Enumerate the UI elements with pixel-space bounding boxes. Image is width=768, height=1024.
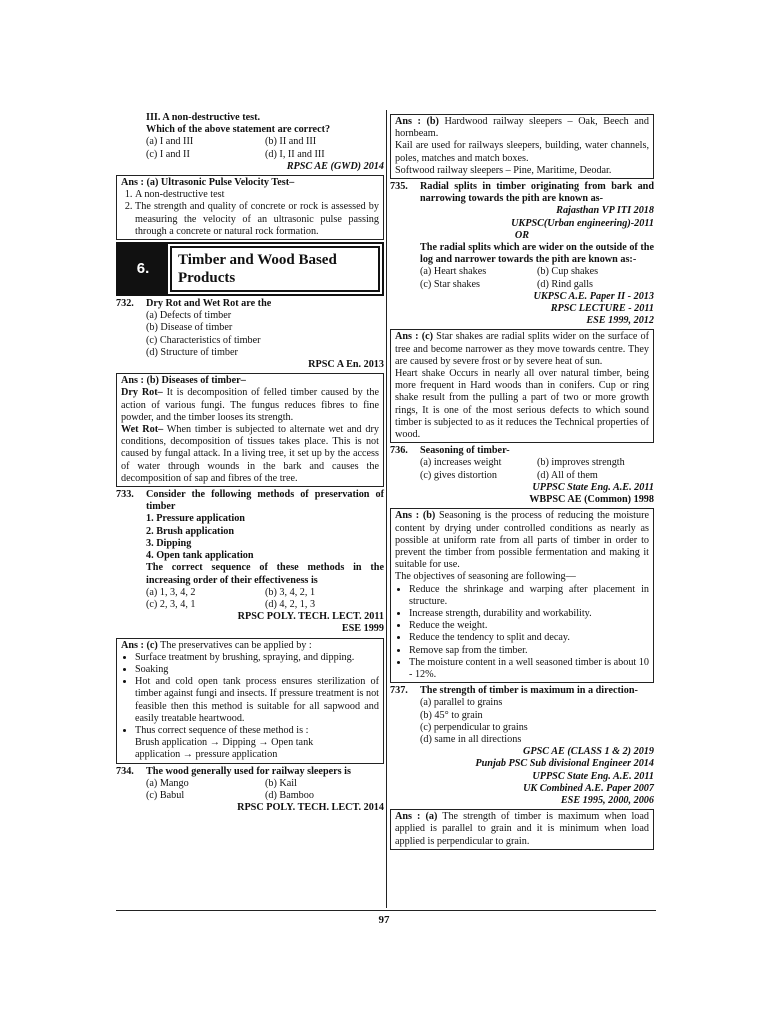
source: UKPSC A.E. Paper II - 2013 <box>533 290 654 302</box>
answer-box <box>390 329 654 443</box>
answer-paragraph: Heart shake Occurs in nearly all over natural timber, being more frequent in Hard woods than in conifers. Cup or ring shake result from the pulling a part of two or more growth rings, It is one of the most serious defects to which sound timber is subjected to as it reduces the Technical properties of wood. <box>395 368 649 441</box>
dry-rot-label: Dry Rot– <box>121 387 163 399</box>
answer-item: • Reduce the weight. <box>409 620 649 632</box>
answer-text: Hardwood railway sleepers – Oak, Beech and hornbeam. <box>395 116 649 140</box>
source: ESE 1999, 2012 <box>586 315 654 327</box>
question-number: 732. <box>116 298 134 310</box>
option-b: (b) Kail <box>265 777 297 789</box>
answer-box <box>116 373 384 487</box>
option-a: (a) I and III <box>146 136 194 148</box>
option-d: (d) 4, 2, 1, 3 <box>265 598 316 610</box>
question-735 <box>390 181 654 205</box>
answer-item: • Soaking <box>135 664 379 676</box>
method-1: 1. Pressure application <box>146 513 245 525</box>
statement-iii: III. A non-destructive test. <box>146 112 261 123</box>
question-number: 735. <box>390 181 408 193</box>
answer-head: Ans : (b) <box>395 116 439 127</box>
source: UPPSC State Eng. A.E. 2011 <box>532 770 654 782</box>
column-divider <box>386 110 387 908</box>
option-a: (a) 1, 3, 4, 2 <box>146 586 196 598</box>
option-c: (c) I and II <box>146 148 190 160</box>
question-number: 737. <box>390 685 408 697</box>
option-d: (d) All of them <box>537 469 598 481</box>
answer-item: 1. A non-destructive test <box>135 189 379 201</box>
options <box>390 457 654 481</box>
answer-list <box>395 584 649 682</box>
source: ESE 1995, 2000, 2006 <box>560 794 654 806</box>
source: UK Combined A.E. Paper 2007 <box>523 782 654 794</box>
answer-box <box>116 175 384 240</box>
answer-list <box>121 189 379 238</box>
source: GPSC AE (CLASS 1 & 2) 2019 <box>523 746 654 758</box>
source: RPSC A En. 2013 <box>308 359 384 371</box>
answer-head: Ans : (c) <box>121 639 158 651</box>
option-c: (c) Star shakes <box>420 278 480 290</box>
section-title: Timber and Wood Based Products <box>170 246 380 292</box>
answer-item: 2. The strength and quality of concrete or rock is assessed by measuring the velocity of an ultrasonic pulse passing through a concrete or natural rock formation. <box>135 201 379 238</box>
answer-head: Ans : (b) Diseases of timber– <box>121 375 246 387</box>
option-b: (b) Cup shakes <box>537 266 599 278</box>
answer-box <box>390 508 654 683</box>
question-text: Which of the above statement are correct? <box>146 124 331 136</box>
answer-head: Ans : (c) <box>395 331 433 343</box>
right-column <box>390 112 654 852</box>
question-737 <box>390 685 654 697</box>
option-a: (a) Heart shakes <box>420 266 487 278</box>
question-736 <box>390 445 654 457</box>
page-number: 97 <box>378 914 390 926</box>
question-text: Seasoning of timber- <box>420 445 510 457</box>
answer-lead: The objectives of seasoning are following— <box>395 571 576 583</box>
source: RPSC LECTURE - 2011 <box>550 303 654 315</box>
option-b: (b) 45° to grain <box>420 709 483 721</box>
answer-text: Star shakes are radial splits wider on the surface of tree and become narrower as they move towards centre. They are caused by severe frost or by severe heat of sun. <box>395 331 649 367</box>
wet-rot-text: When timber is subjected to alternate wet and dry conditions, decomposition of tissues takes place. This is not caused by fungal attack. In a living tree, it set up by the access of water through wounds in the bark and causes the decomposition of sap and fibres of the tree. <box>121 424 379 484</box>
options <box>390 266 654 290</box>
answer-item: • The moisture content in a well seasoned timber is about 10 - 12%. <box>409 657 649 681</box>
answer-head: Ans : (b) <box>395 510 436 522</box>
source: UPPSC State Eng. A.E. 2011 <box>532 481 654 493</box>
method-3: 3. Dipping <box>146 537 192 549</box>
option-b: (b) improves strength <box>537 457 625 469</box>
answer-box <box>116 638 384 764</box>
sequence-line-1: Brush application → Dipping → Open tank <box>135 737 314 749</box>
answer-text: The strength of timber is maximum when load applied is parallel to grain and it is minimum when load applied is perpendicular to grain. <box>395 811 649 847</box>
option-d: (d) I, II and III <box>265 148 325 160</box>
source: RPSC AE (GWD) 2014 <box>286 160 384 172</box>
footer-rule <box>116 910 656 911</box>
question-text: Dry Rot and Wet Rot are the <box>146 298 272 310</box>
option-a: (a) Mango <box>146 777 189 789</box>
source: Rajasthan VP ITI 2018 <box>556 205 654 217</box>
answer-item: • Hot and cold open tank process ensures sterilization of timber against fungi and insects. If pressure treatment is not feasible then this method is suitable for all sapwood and easily treatable heartwood. <box>135 676 379 725</box>
left-column <box>116 112 384 814</box>
option-d: (d) Rind galls <box>537 278 594 290</box>
option-c: (c) perpendicular to grains <box>420 721 528 733</box>
option-c: (c) Characteristics of timber <box>146 334 261 346</box>
question-number: 733. <box>116 489 134 501</box>
question-733 <box>116 489 384 513</box>
answer-box <box>390 809 654 850</box>
answer-head: Ans : (a) Ultrasonic Pulse Velocity Test– <box>121 177 295 189</box>
answer-item: • Remove sap from the timber. <box>409 645 649 657</box>
answer-lead: The preservatives can be applied by : <box>157 639 312 651</box>
option-a: (a) Defects of timber <box>146 310 232 322</box>
options <box>116 587 384 611</box>
answer-item: • Reduce the tendency to split and decay. <box>409 632 649 644</box>
option-a: (a) increases weight <box>420 457 502 469</box>
question-number: 736. <box>390 445 408 457</box>
options <box>390 697 654 746</box>
wet-rot-label: Wet Rot– <box>121 424 164 436</box>
answer-item: • Surface treatment by brushing, spraying, and dipping. <box>135 652 379 664</box>
source: WBPSC AE (Common) 1998 <box>529 494 654 506</box>
section-header <box>116 242 384 296</box>
answer-list <box>121 652 379 737</box>
option-c: (c) Babul <box>146 789 185 801</box>
source: RPSC POLY. TECH. LECT. 2014 <box>237 802 384 814</box>
or-separator: OR <box>514 229 530 241</box>
sequence-line-2: application → pressure application <box>135 749 278 761</box>
option-b: (b) II and III <box>265 136 317 148</box>
source: ESE 1999 <box>341 623 384 635</box>
answer-line: Softwood railway sleepers – Pine, Maritime, Deodar. <box>395 164 612 176</box>
option-d: (d) Bamboo <box>265 789 314 801</box>
question-732 <box>116 298 384 310</box>
source: Punjab PSC Sub divisional Engineer 2014 <box>475 758 654 770</box>
question-734 <box>116 766 384 778</box>
question-text: Radial splits in timber originating from bark and narrowing towards the pith are known as- <box>420 181 654 205</box>
source: RPSC POLY. TECH. LECT. 2011 <box>237 611 384 623</box>
option-a: (a) parallel to grains <box>420 697 503 709</box>
method-4: 4. Open tank application <box>146 550 254 562</box>
question-text: The correct sequence of these methods in the increasing order of their effectiveness is <box>146 562 384 586</box>
question-text: Consider the following methods of preservation of timber <box>146 489 384 513</box>
option-b: (b) Disease of timber <box>146 322 233 334</box>
answer-head: Ans : (a) <box>395 811 438 823</box>
method-2: 2. Brush application <box>146 525 235 537</box>
options <box>116 310 384 359</box>
answer-item: • Thus correct sequence of these method is : <box>135 725 379 737</box>
question-text: The strength of timber is maximum in a direction- <box>420 685 638 697</box>
option-d: (d) same in all directions <box>420 733 522 745</box>
option-c: (c) 2, 3, 4, 1 <box>146 598 196 610</box>
option-b: (b) 3, 4, 2, 1 <box>265 586 316 598</box>
question-number: 734. <box>116 765 134 777</box>
options <box>116 136 384 160</box>
answer-text: Seasoning is the process of reducing the moisture content by drying under controlled conditions as nearly as possible at uniform rate from all parts of timber in order to prevent the timber from possible fermentation and making it suitable for use. <box>395 510 649 571</box>
section-number: 6. <box>118 244 168 294</box>
answer-line: Kail are used for railways sleepers, building, water channels, poles, matches and match boxes. <box>395 140 649 164</box>
option-c: (c) gives distortion <box>420 469 497 481</box>
answer-item: • Reduce the shrinkage and warping after placement in structure. <box>409 584 649 608</box>
dry-rot-text: It is decomposition of felled timber caused by the action of various fungi. The fungus reduces fibres to fine powder, and the timber looses its strength. <box>121 387 379 423</box>
alt-question-text: The radial splits which are wider on the outside of the log and narrower towards the pith are known as:- <box>420 242 654 266</box>
option-d: (d) Structure of timber <box>146 346 238 358</box>
options <box>116 778 384 802</box>
answer-item: • Increase strength, durability and workability. <box>409 608 649 620</box>
answer-box <box>390 114 654 179</box>
question-text: The wood generally used for railway sleepers is <box>146 765 351 777</box>
source: UKPSC(Urban engineering)-2011 <box>511 217 654 229</box>
